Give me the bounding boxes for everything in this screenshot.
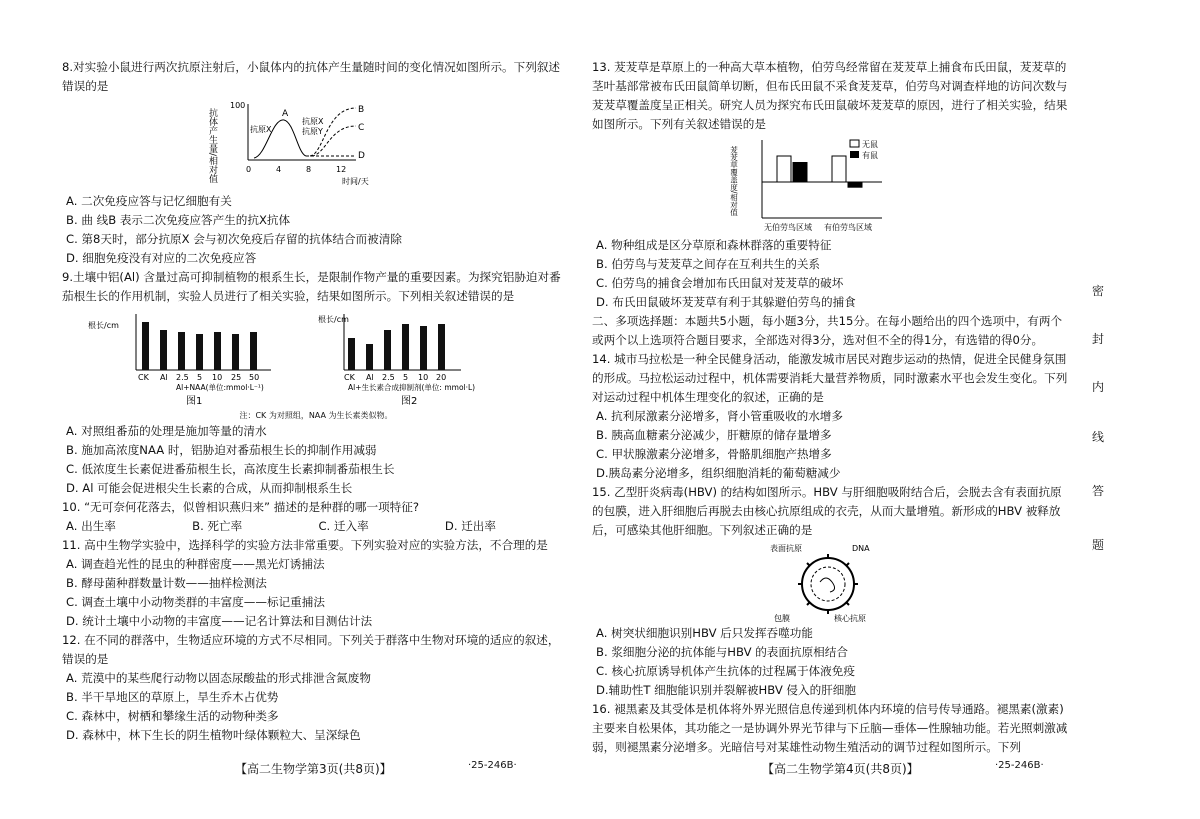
fig2-cat: 2.5 bbox=[382, 373, 395, 382]
q13-bar-chart bbox=[729, 136, 932, 234]
q14-option-d: D.胰岛素分泌增多，组织细胞消耗的葡萄糖减少 bbox=[596, 466, 841, 480]
fig1-bar bbox=[160, 330, 167, 370]
q13-option-a: A. 物种组成是区分草原和森林群落的重要特征 bbox=[596, 238, 832, 252]
hbv-label-dna: DNA bbox=[852, 544, 870, 553]
q8-label-c: C bbox=[358, 123, 365, 133]
q8-xtick: 8 bbox=[306, 165, 312, 174]
fig2-cat: 5 bbox=[403, 373, 409, 382]
fig1-bar bbox=[178, 332, 185, 370]
fig2-cat: 10 bbox=[418, 373, 429, 382]
hbv-diagram bbox=[752, 542, 912, 622]
fig1-cat: CK bbox=[138, 373, 149, 382]
q14-option-b: B. 胰高血糖素分泌减少，肝糖原的储存量增多 bbox=[596, 428, 832, 442]
q8-figure bbox=[206, 98, 426, 190]
q11-option-b: B. 酵母菌种群数量计数——抽样检测法 bbox=[66, 576, 267, 590]
q10-option-b: B. 死亡率 bbox=[192, 519, 243, 533]
q10-options bbox=[66, 517, 496, 536]
q8-xtick: 12 bbox=[336, 165, 347, 174]
q13-bar bbox=[832, 156, 846, 182]
q8-antigen1: 抗原X bbox=[250, 125, 272, 134]
q13-legend-mouse: 有鼠 bbox=[862, 151, 878, 160]
q10-option-a: A. 出生率 bbox=[66, 519, 116, 533]
fig1-bar bbox=[214, 332, 221, 370]
q14-option-c: C. 甲状腺激素分泌增多，骨骼肌细胞产热增多 bbox=[596, 447, 832, 461]
q8-label-d: D bbox=[358, 151, 365, 161]
q8-ylabel: 抗体产生量/相对值 bbox=[207, 108, 217, 184]
fig2-bar bbox=[366, 344, 373, 370]
q10-stem: 10. “无可奈何花落去，似曾相识燕归来” 描述的是种群的哪一项特征? bbox=[62, 500, 420, 514]
q13-option-d: D. 布氏田鼠破坏茇茇草有利于其躲避伯劳鸟的捕食 bbox=[596, 295, 856, 309]
seal-char: 答 bbox=[1092, 484, 1105, 498]
q12-option-a: A. 荒漠中的某些爬行动物以固态尿酸盐的形式排泄含氮废物 bbox=[66, 671, 371, 685]
fig1-cat: 5 bbox=[197, 373, 203, 382]
q13-option-c: C. 伯劳鸟的捕食会增加布氏田鼠对茇茇草的破坏 bbox=[596, 276, 844, 290]
q9-stem: 9.土壤中铝(Al) 含量过高可抑制植物的根系生长，是限制作物产量的重要因素。为探究铝胁迫对番茄根生长的作用机制，实验人员进行了相关实验，结果如图所示。下列相关叙述错误的是 bbox=[62, 270, 561, 303]
q12-option-b: B. 半干旱地区的草原上，旱生乔木占优势 bbox=[66, 690, 279, 704]
q11-option-d: D. 统计土壤中小动物的丰富度——记名计算法和目测估计法 bbox=[66, 614, 373, 628]
seal-char: 线 bbox=[1092, 430, 1105, 444]
fig2-bar bbox=[402, 324, 409, 370]
right-footer: 【高二生物学第4页(共8页)】 bbox=[762, 762, 919, 776]
seal-char: 题 bbox=[1092, 538, 1105, 552]
q13-group: 无伯劳鸟区域 bbox=[764, 223, 812, 232]
q15-option-c: C. 核心抗原诱导机体产生抗体的过程属于体液免疫 bbox=[596, 664, 855, 678]
q11-option-c: C. 调查土壤中小动物类群的丰富度——标记重捕法 bbox=[66, 595, 325, 609]
q9-option-d: D. Al 可能会促进根尖生长素的合成，从而抑制根系生长 bbox=[66, 481, 353, 495]
fig1-cat: 50 bbox=[249, 373, 260, 382]
fig1-group-label: Al+NAA(单位:mmol·L⁻¹) bbox=[176, 383, 264, 392]
right-code: ·25-246B· bbox=[995, 760, 1044, 771]
q8-label-b: B bbox=[358, 105, 365, 115]
q9-figures bbox=[86, 308, 546, 408]
q13-group: 有伯劳鸟区域 bbox=[824, 223, 872, 232]
q12-stem: 12. 在不同的群落中，生物适应环境的方式不尽相同。下列关于群落中生物对环境的适应的叙述，错误的是 bbox=[62, 633, 560, 666]
seal-char: 密 bbox=[1092, 284, 1105, 298]
fig1-ylabel: 根长/cm bbox=[88, 321, 119, 330]
q13-figure bbox=[729, 136, 932, 234]
seal-char: 内 bbox=[1092, 380, 1105, 394]
q9-option-c: C. 低浓度生长素促进番茄根生长，高浓度生长素抑制番茄根生长 bbox=[66, 462, 395, 476]
q14-stem: 14. 城市马拉松是一种全民健身活动，能激发城市居民对跑步运动的热情，促进全民健身氛围的形成。马拉松运动过程中，机体需要消耗大量营养物质，同时激素水平也会发生变化。下列对运动过程中机体生理变化的叙述，正确的是 bbox=[592, 352, 1068, 404]
hbv-label-surface: 表面抗原 bbox=[770, 544, 802, 553]
q9-note: 注：CK 为对照组，NAA 为生长素类似物。 bbox=[239, 411, 393, 420]
q14-option-a: A. 抗利尿激素分泌增多，肾小管重吸收的水增多 bbox=[596, 409, 843, 423]
q12-option-d: D. 森林中，林下生长的阴生植物叶绿体颗粒大、呈深绿色 bbox=[66, 728, 361, 742]
q15-figure bbox=[752, 542, 912, 622]
q8-xlabel: 时间/天 bbox=[342, 177, 369, 186]
left-footer: 【高二生物学第3页(共8页)】 bbox=[235, 762, 392, 776]
q13-stem: 13. 茇茇草是草原上的一种高大草本植物，伯劳鸟经常留在茇茇草上捕食布氏田鼠，茇茇草的茎叶基部常被布氏田鼠简单切断，但布氏田鼠不采食茇茇草，伯劳鸟对调查样地的访问次数与茇茇草覆盖度呈正相关。研究人员为探究布氏田鼠破坏茇茇草的原因，进行了相关实验，结果如图所示。下列有关叙述错误的是 bbox=[592, 60, 1068, 131]
q8-xtick: 0 bbox=[246, 165, 252, 174]
q15-option-a: A. 树突状细胞识别HBV 后只发挥吞噬功能 bbox=[596, 626, 813, 640]
fig2-group-label: Al+生长素合成抑制剂(单位: mmol·L) bbox=[348, 383, 476, 392]
fig1-cat: 2.5 bbox=[176, 373, 189, 382]
q11-option-a: A. 调查趋光性的昆虫的种群密度——黑光灯诱捕法 bbox=[66, 557, 325, 571]
q8-label-a: A bbox=[282, 109, 289, 119]
q9-bar-charts bbox=[86, 308, 546, 408]
fig2-ylabel: 根长/cm bbox=[318, 315, 349, 324]
fig1-caption: 图1 bbox=[186, 396, 203, 407]
q12-option-c: C. 森林中，树栖和攀缘生活的动物种类多 bbox=[66, 709, 279, 723]
seal-char: 封 bbox=[1092, 332, 1105, 346]
q8-option-c: C. 第8天时，部分抗原X 会与初次免疫后存留的抗体结合而被清除 bbox=[66, 232, 402, 246]
q9-option-a: A. 对照组番茄的处理是施加等量的清水 bbox=[66, 424, 267, 438]
q8-option-d: D. 细胞免疫没有对应的二次免疫应答 bbox=[66, 251, 257, 265]
q16-stem: 16. 褪黑素及其受体是机体将外界光照信息传递到机体内环境的信号传导通路。褪黑素(激素)主要来自松果体，其功能之一是协调外界光节律与下丘脑—垂体—性腺轴功能。若光照刺激减弱，则褪黑素分泌增多。光暗信号对某雄性动物生殖活动的调节过程如图所示。下列 bbox=[592, 702, 1068, 754]
q8-ymax: 100 bbox=[230, 101, 246, 110]
fig2-bar bbox=[420, 326, 427, 370]
fig2-bar bbox=[438, 324, 445, 370]
q15-option-d: D.辅助性T 细胞能识别并裂解被HBV 侵入的肝细胞 bbox=[596, 683, 857, 697]
fig2-cat: 20 bbox=[436, 373, 447, 382]
q8-antigen2a: 抗原X bbox=[302, 117, 324, 126]
right-column bbox=[592, 58, 1072, 757]
hbv-dna bbox=[820, 578, 835, 592]
q8-option-a: A. 二次免疫应答与记忆细胞有关 bbox=[66, 194, 232, 208]
fig1-cat: 25 bbox=[231, 373, 242, 382]
q13-option-b: B. 伯劳鸟与茇茇草之间存在互利共生的关系 bbox=[596, 257, 821, 271]
q13-bar bbox=[793, 163, 807, 183]
hbv-label-core: 核心抗原 bbox=[834, 614, 866, 623]
fig1-bar bbox=[232, 334, 239, 370]
q8-antigen2b: 抗原Y bbox=[302, 127, 323, 136]
fig2-bar bbox=[348, 338, 355, 370]
q15-option-b: B. 浆细胞分泌的抗体能与HBV 的表面抗原相结合 bbox=[596, 645, 848, 659]
q11-stem: 11. 高中生物学实验中，选择科学的实验方法非常重要。下列实验对应的实验方法，不合理的是 bbox=[62, 538, 548, 552]
q8-option-b: B. 曲 线B 表示二次免疫应答产生的抗X抗体 bbox=[66, 213, 291, 227]
section2-heading: 二、多项选择题：本题共5小题，每小题3分，共15分。在每小题给出的四个选项中，有两个或两个以上选项符合题目要求，全部选对得3分，选对但不全的得1分，有选错的得0分。 bbox=[592, 314, 1063, 347]
q9-option-b: B. 施加高浓度NAA 时，铝胁迫对番茄根生长的抑制作用减弱 bbox=[66, 443, 377, 457]
fig1-bar bbox=[142, 322, 149, 370]
q15-stem: 15. 乙型肝炎病毒(HBV) 的结构如图所示。HBV 与肝细胞吸附结合后，会脱去含有表面抗原的包膜，进入肝细胞后再脱去由核心抗原组成的衣壳，从而大量增殖。新形成的HBV 被释放后，可感染其他肝细胞。下列叙述正确的是 bbox=[592, 485, 1062, 537]
hbv-capsid bbox=[811, 567, 845, 601]
fig1-bar bbox=[250, 332, 257, 370]
left-code: ·25-246B· bbox=[468, 760, 517, 771]
fig2-bar bbox=[384, 330, 391, 370]
q8-antibody-chart bbox=[206, 98, 426, 190]
q13-bar bbox=[777, 156, 791, 182]
left-column bbox=[62, 58, 570, 745]
q10-option-d: D. 迁出率 bbox=[444, 519, 496, 533]
q10-option-c: C. 迁入率 bbox=[318, 519, 369, 533]
fig1-cat: Al bbox=[160, 373, 168, 382]
hbv-label-envelope: 包膜 bbox=[774, 614, 790, 623]
fig2-cat: CK bbox=[344, 373, 355, 382]
fig1-cat: 10 bbox=[212, 373, 223, 382]
fig2-cat: Al bbox=[366, 373, 374, 382]
q8-xtick: 4 bbox=[276, 165, 282, 174]
q13-ylabel: 茇茇草覆盖度/相对值 bbox=[729, 146, 739, 217]
fig1-bar bbox=[196, 334, 203, 370]
q13-bar bbox=[848, 182, 862, 187]
q13-legend-nomouse: 无鼠 bbox=[862, 140, 878, 149]
q8-stem: 8.对实验小鼠进行两次抗原注射后，小鼠体内的抗体产生量随时间的变化情况如图所示。下列叙述错误的是 bbox=[62, 60, 561, 93]
fig2-caption: 图2 bbox=[401, 396, 418, 407]
